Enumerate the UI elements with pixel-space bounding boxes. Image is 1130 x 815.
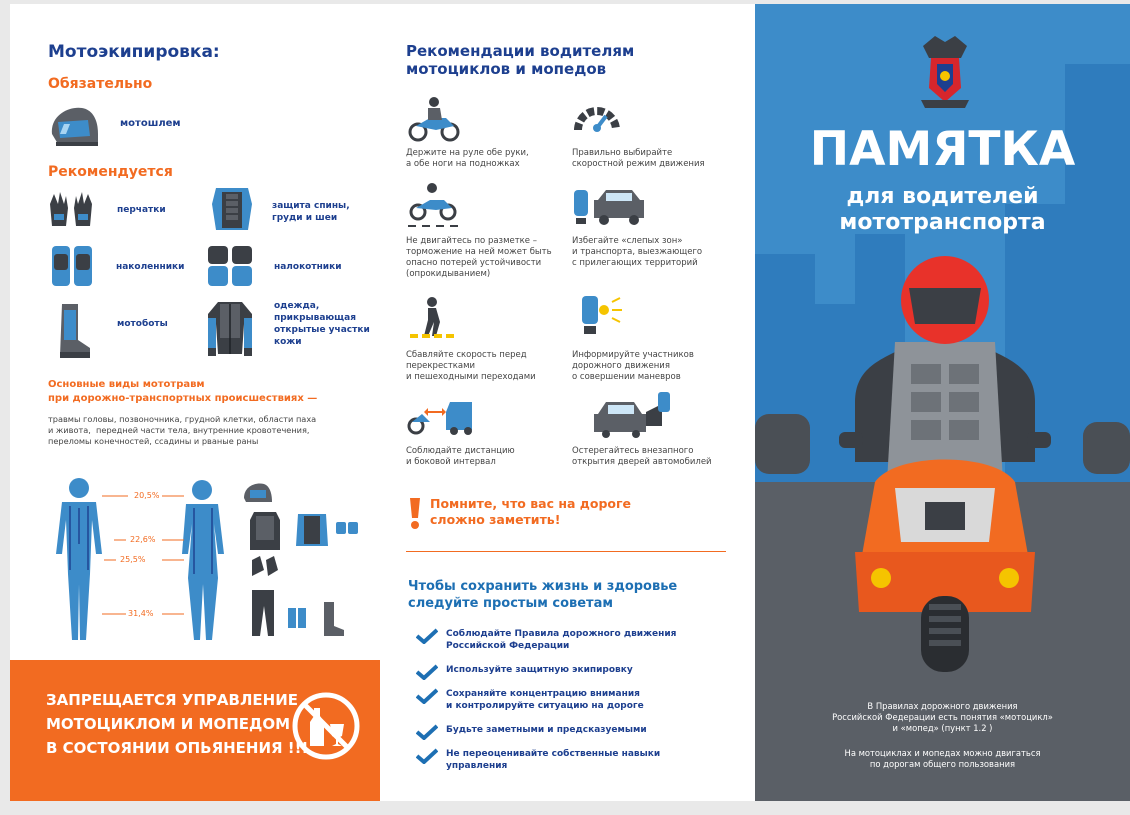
- recommended-title: Рекомендуется: [48, 164, 173, 180]
- tip-text: Сохраняйте концентрацию внимания и контролируйте ситуацию на дороге: [446, 689, 644, 711]
- item-label-elbow-pads: налокотники: [274, 262, 342, 272]
- no-alcohol-icon: [290, 690, 362, 762]
- tip-text: Используйте защитную экипировку: [446, 665, 633, 675]
- helmet-icon: [48, 104, 100, 148]
- percent-head: 20,5%: [134, 491, 160, 500]
- gloves-icon: [46, 190, 96, 230]
- tip-text: Будьте заметными и предсказуемыми: [446, 725, 647, 735]
- tip-text: Соблюдайте Правила дорожного движения Российской Федерации: [446, 629, 677, 651]
- tip-item: [416, 628, 676, 652]
- item-label-knee-pads: наколенники: [116, 262, 185, 272]
- injuries-title-1: Основные виды мототравм: [48, 379, 205, 390]
- check-icon: [416, 748, 438, 764]
- cover-note-1: В Правилах дорожного движения Российской Федерации есть понятия «мотоцикл» и «мопед» (пункт 1.2 ): [832, 701, 1053, 733]
- rec-text-pedestrian: Сбавляйте скорость перед перекрестками и пешеходными переходами: [406, 350, 536, 382]
- check-icon: [416, 724, 438, 740]
- rec-text-signal: Информируйте участников дорожного движения о совершении маневров: [572, 350, 694, 382]
- middle-panel: [380, 4, 755, 801]
- tip-text: Не переоценивайте собственные навыки управления: [446, 749, 661, 771]
- pedestrian-icon: [408, 296, 456, 340]
- tips-title: Чтобы сохранить жизнь и здоровье следуйте простым советам: [408, 579, 678, 611]
- male-figure: [56, 478, 102, 640]
- distance-icon: [406, 398, 476, 436]
- car-door-icon: [590, 390, 680, 438]
- cover-panel: [755, 4, 1130, 801]
- signal-icon: [576, 292, 626, 336]
- item-label-jacket: одежда, прикрывающая открытые участки кожи: [274, 301, 370, 347]
- jacket-icon: [204, 298, 256, 358]
- rec-text-door: Остерегайтесь внезапного открытия дверей автомобилей: [572, 446, 712, 467]
- police-emblem-icon: [917, 28, 973, 112]
- cover-note-2: На мотоциклах и мопедах можно двигаться по дорогам общего пользования: [844, 748, 1041, 769]
- drunk-driving-banner: [10, 660, 380, 801]
- divider: [406, 551, 726, 552]
- elbow-pads-icon: [206, 244, 256, 288]
- boots-icon: [54, 302, 94, 360]
- recommendations-title: Рекомендации водителям мотоциклов и мопедов: [406, 42, 635, 78]
- check-icon: [416, 688, 438, 704]
- brochure: [10, 4, 1130, 801]
- percent-legs: 31,4%: [128, 609, 154, 618]
- road-marking-icon: [406, 182, 462, 230]
- check-icon: [416, 664, 438, 680]
- percent-abdomen: 25,5%: [120, 555, 146, 564]
- warning-text: Помните, что вас на дороге сложно заметить!: [430, 496, 632, 527]
- item-label-gloves: перчатки: [117, 205, 166, 215]
- equipment-cluster-icon: [240, 480, 370, 640]
- check-icon: [416, 628, 438, 644]
- rec-text-marking: Не двигайтесь по разметке – торможение на ней может быть опасно потерей устойчивости (опрокидыванием): [406, 236, 552, 279]
- injuries-title-2: при дорожно-транспортных происшествиях —: [48, 393, 318, 404]
- left-panel: [10, 4, 380, 801]
- speedometer-icon: [574, 96, 620, 138]
- tip-item: [416, 664, 633, 680]
- tip-item: [416, 748, 660, 772]
- back-protector-icon: [206, 184, 258, 234]
- banner-text: ЗАПРЕЩАЕТСЯ УПРАВЛЕНИЕ МОТОЦИКЛОМ И МОПЕДОМ В СОСТОЯНИИ ОПЬЯНЕНИЯ !!!: [46, 691, 309, 757]
- mandatory-title: Обязательно: [48, 76, 153, 92]
- injuries-text: травмы головы, позвоночника, грудной клетки, области паха и живота, передней части тела, внутренние кровотечения, переломы конечностей, ссадины и рваные раны: [48, 414, 317, 446]
- equipment-title: Мотоэкипировка:: [48, 42, 220, 62]
- tip-item: [416, 688, 644, 712]
- exclamation-icon: [408, 498, 422, 530]
- cover-subtitle: для водителей мототранспорта: [839, 184, 1046, 235]
- helmet-label: мотошлем: [120, 118, 181, 129]
- motorcycle-rider-illustration: [835, 252, 1055, 672]
- cover-title: ПАМЯТКА: [809, 122, 1076, 177]
- rec-text-blind-spot: Избегайте «слепых зон» и транспорта, выезжающего с прилегающих территорий: [572, 236, 703, 268]
- percent-torso: 22,6%: [130, 535, 156, 544]
- rec-text-speed: Правильно выбирайте скоростной режим движения: [572, 148, 705, 169]
- motorcyclist-icon: [406, 96, 462, 142]
- female-figure: [182, 480, 224, 640]
- rec-text-distance: Соблюдайте дистанцию и боковой интервал: [406, 446, 515, 467]
- rec-text-hands: Держите на руле обе руки, а обе ноги на подножках: [406, 148, 529, 169]
- knee-pads-icon: [48, 242, 96, 290]
- blind-spot-icon: [570, 184, 650, 226]
- item-label-back-protector: защита спины, груди и шеи: [272, 201, 350, 223]
- item-label-boots: мотоботы: [117, 319, 168, 329]
- tip-item: [416, 724, 647, 740]
